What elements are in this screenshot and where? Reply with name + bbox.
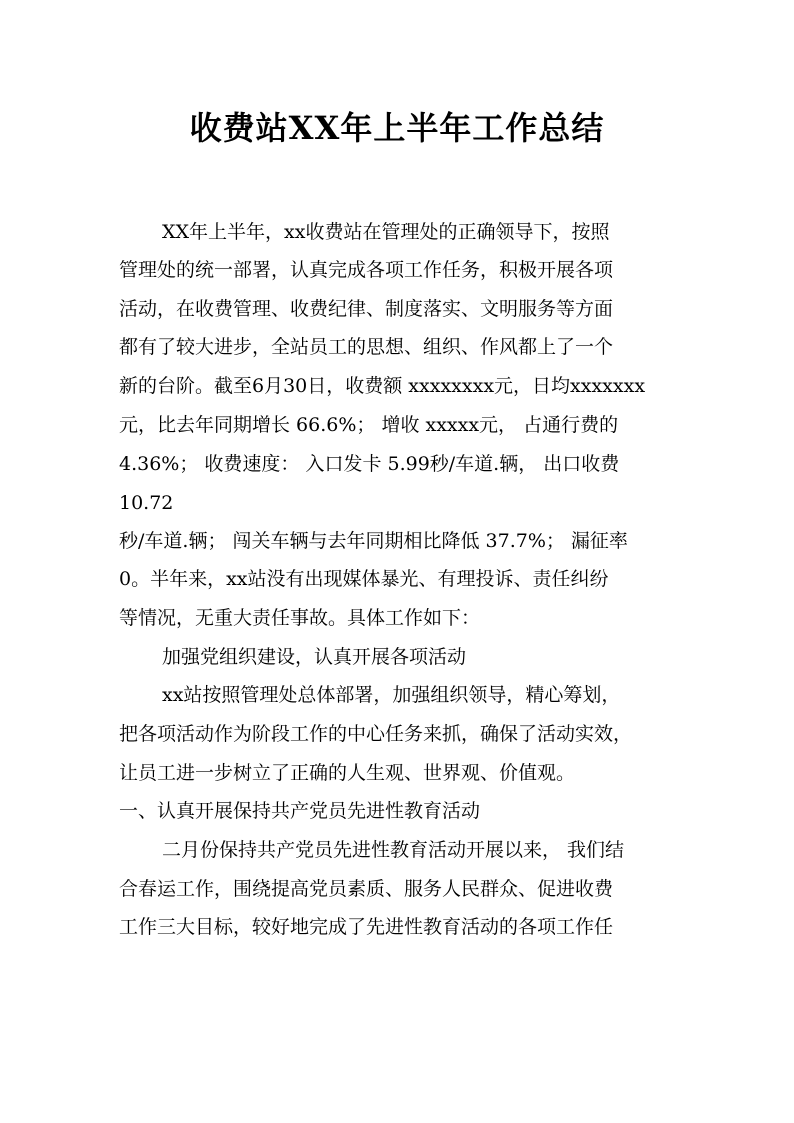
paragraph-line: 秒/车道.辆； 闯关车辆与去年同期相比降低 37.7%； 漏征率 bbox=[119, 530, 628, 552]
paragraph-line: 4.36%； 收费速度： 入口发卡 5.99秒/车道.辆， 出口收费 bbox=[119, 453, 620, 475]
paragraph-line: 把各项活动作为阶段工作的中心任务来抓，确保了活动实效， bbox=[119, 723, 633, 745]
paragraph-line: 合春运工作，围绕提高党员素质、服务人民群众、促进收费 bbox=[119, 878, 614, 900]
paragraph-line: 工作三大目标，较好地完成了先进性教育活动的各项工作任 bbox=[119, 916, 614, 938]
paragraph-line: 新的台阶。截至6月30日，收费额 xxxxxxxx元，日均xxxxxxx bbox=[119, 375, 646, 397]
paragraph-line: 活动，在收费管理、收费纪律、制度落实、文明服务等方面 bbox=[119, 298, 614, 320]
section-heading: 加强党组织建设，认真开展各项活动 bbox=[162, 646, 467, 668]
paragraph-line: 管理处的统一部署，认真完成各项工作任务，积极开展各项 bbox=[119, 259, 614, 281]
section-heading: 一、认真开展保持共产党员先进性教育活动 bbox=[119, 800, 481, 822]
paragraph-line: XX年上半年，xx收费站在管理处的正确领导下，按照 bbox=[162, 221, 610, 243]
paragraph-line: 二月份保持共产党员先进性教育活动开展以来， 我们结 bbox=[162, 839, 625, 861]
paragraph-line: xx站按照管理处总体部署，加强组织领导，精心筹划， bbox=[162, 684, 621, 706]
document-title: 收费站XX年上半年工作总结 bbox=[189, 109, 605, 147]
paragraph-line: 等情况，无重大责任事故。具体工作如下： bbox=[119, 607, 481, 629]
paragraph-line: 0。半年来，xx站没有出现媒体暴光、有理投诉、责任纠纷 bbox=[119, 568, 609, 590]
paragraph-line: 元，比去年同期增长 66.6%； 增收 xxxxx元， 占通行费的 bbox=[119, 414, 619, 436]
paragraph-line: 都有了较大进步，全站员工的思想、组织、作风都上了一个 bbox=[119, 336, 614, 358]
paragraph-line: 10.72 bbox=[119, 492, 174, 514]
paragraph-line: 让员工进一步树立了正确的人生观、世界观、价值观。 bbox=[119, 762, 576, 784]
